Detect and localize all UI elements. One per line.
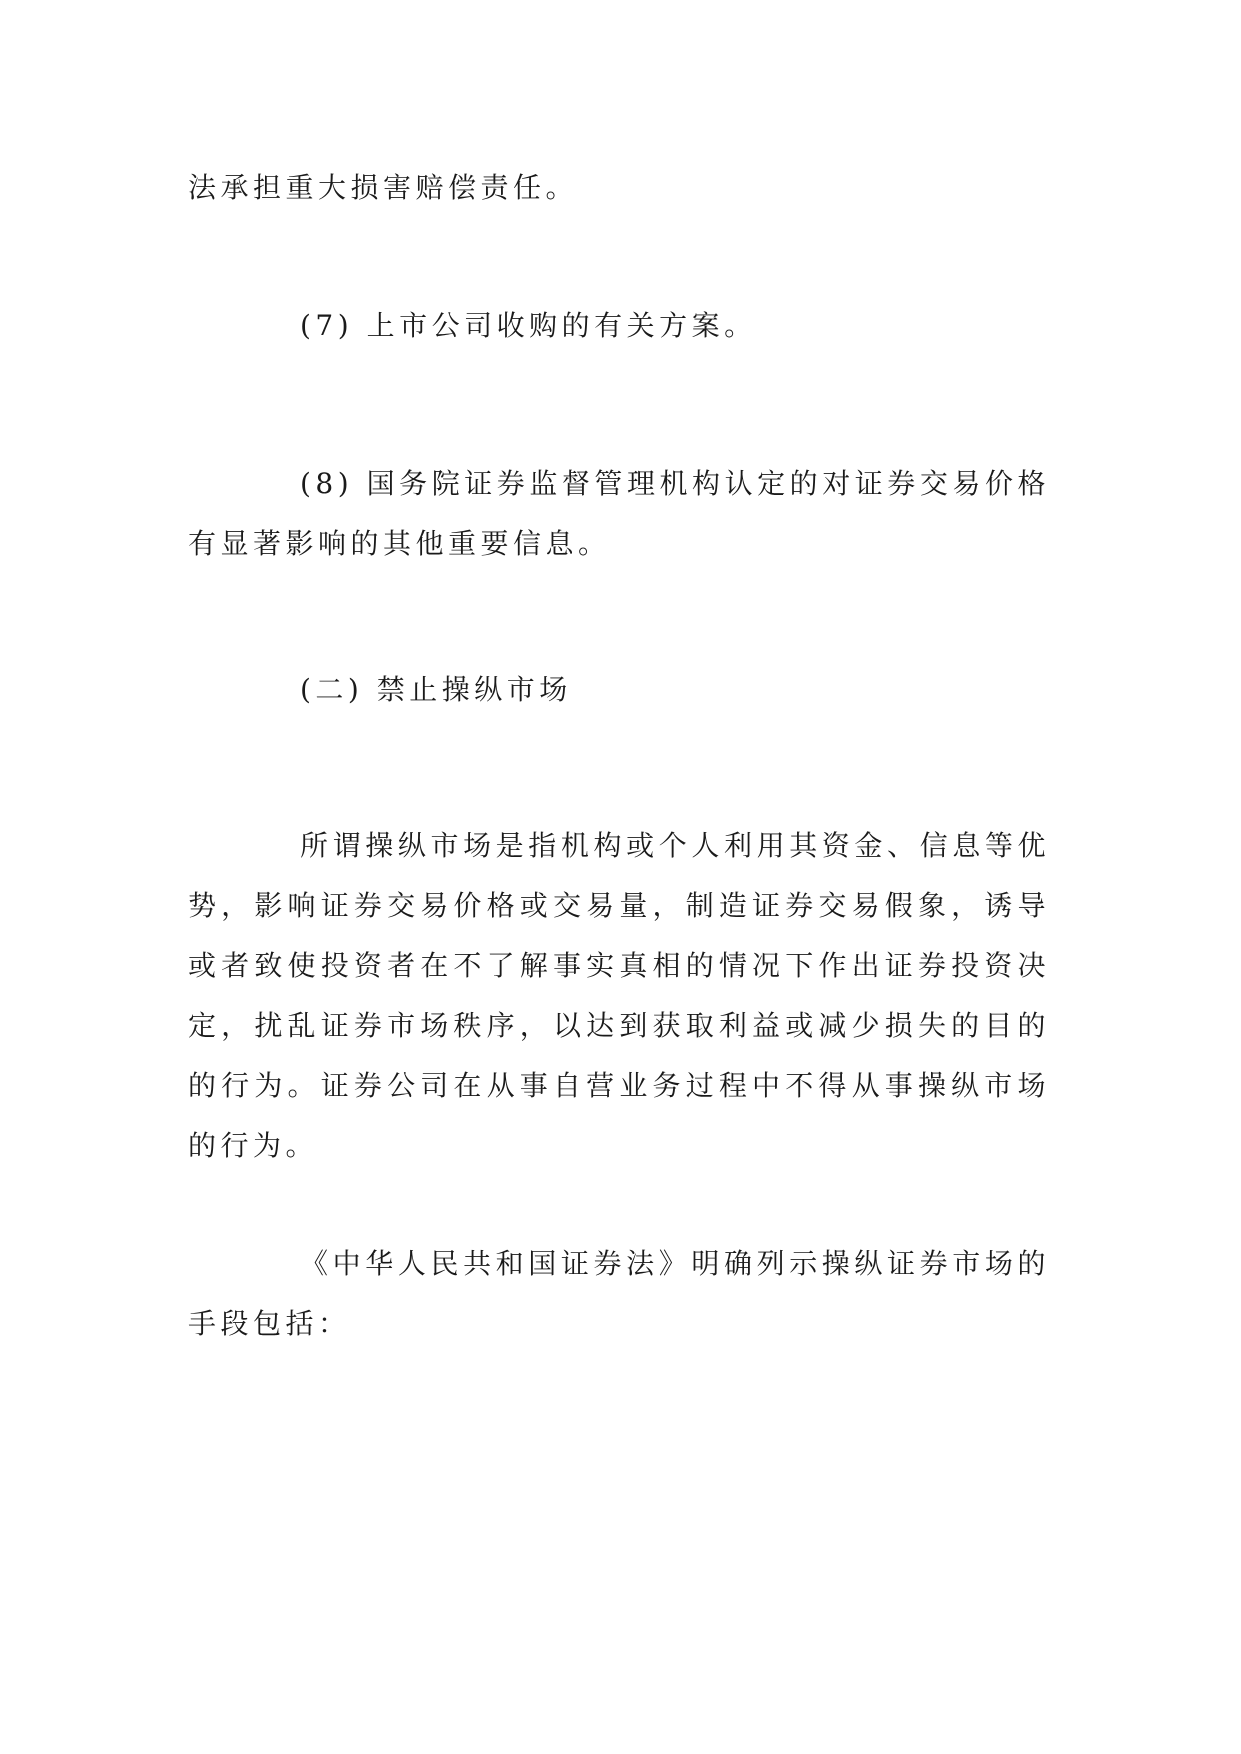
paragraph-securities-law-means: 《中华人民共和国证券法》明确列示操纵证券市场的手段包括： [188,1247,1050,1340]
paragraph-item-8: (8) 国务院证券监督管理机构认定的对证券交易价格有显著影响的其他重要信息。 [188,467,1050,560]
paragraph-item-7: (7) 上市公司收购的有关方案。 [300,309,757,342]
paragraph-manipulation-definition: 所谓操纵市场是指机构或个人利用其资金、信息等优势，影响证券交易价格或交易量，制造证券交易假象，诱导或者致使投资者在不了解事实真相的情况下作出证券投资决定，扰乱证券市场秩序，以达到获取利益或减少损失的目的的行为。证券公司在从事自营业务过程中不得从事操纵市场的行为。 [188,829,1050,1162]
section-heading-prohibit-manipulation: (二) 禁止操纵市场 [300,673,572,706]
paragraph-continuation: 法承担重大损害赔偿责任。 [188,171,579,204]
